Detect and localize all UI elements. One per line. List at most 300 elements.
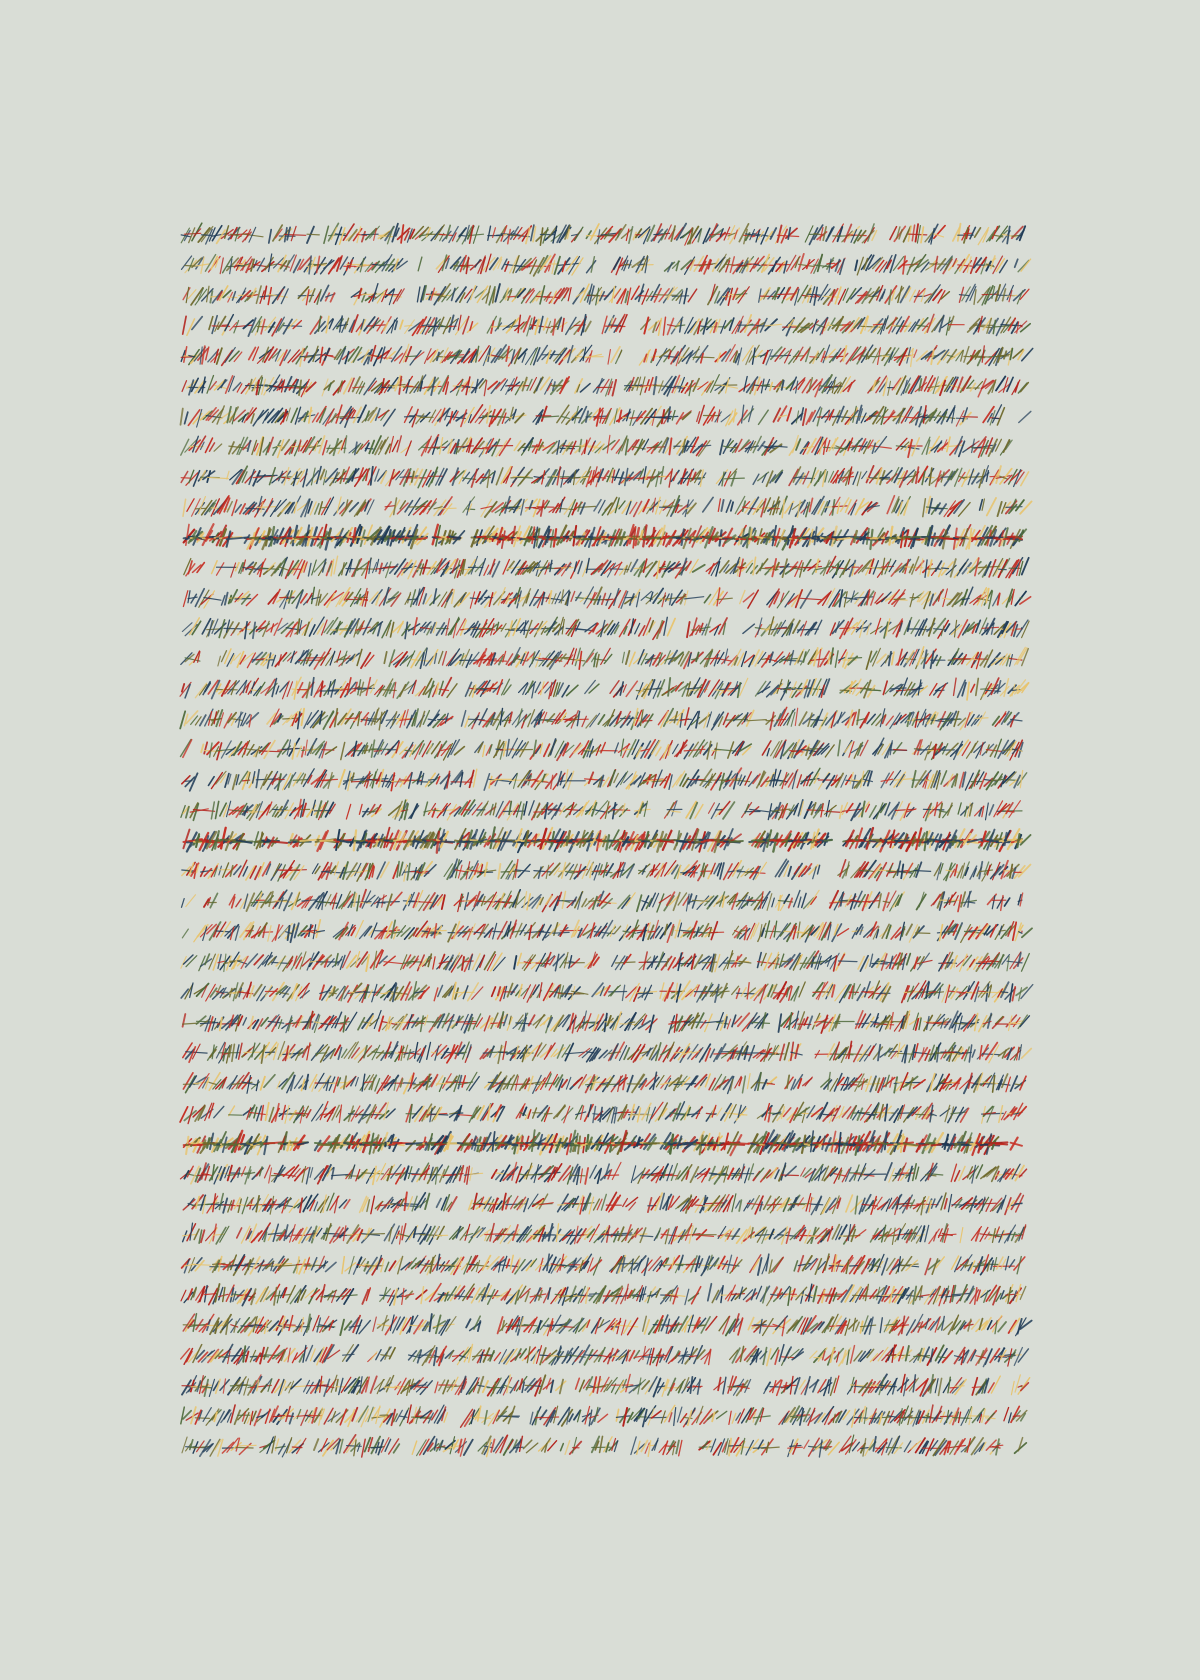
hatch-stroke — [772, 261, 776, 271]
hatch-stroke — [1021, 472, 1029, 486]
hatch-stroke — [663, 317, 665, 335]
hatch-stroke — [858, 295, 870, 296]
hatch-stroke — [568, 470, 579, 483]
hatch-row — [181, 738, 1023, 760]
hatch-stroke — [245, 622, 247, 639]
hatch-stroke — [436, 683, 439, 694]
hatch-stroke — [182, 381, 186, 392]
hatch-stroke — [530, 378, 537, 391]
hatch-stroke — [400, 476, 419, 477]
hatch-stroke — [836, 475, 838, 483]
hatch-stroke — [656, 747, 661, 756]
hatch-stroke — [434, 589, 437, 603]
hatch-stroke — [723, 713, 728, 724]
hatch-stroke — [233, 292, 236, 300]
hatch-stroke — [976, 678, 979, 695]
hatch-stroke — [552, 261, 555, 274]
hatch-stroke — [338, 681, 346, 694]
hatch-stroke — [929, 468, 931, 485]
hatch-stroke — [730, 228, 740, 243]
hatch-stroke — [778, 415, 787, 417]
hatch-row — [181, 344, 1032, 366]
hatch-stroke — [657, 621, 662, 638]
hatch-stroke — [234, 653, 241, 660]
hatch-stroke — [385, 506, 394, 507]
hatch-stroke — [292, 744, 295, 759]
hatch-stroke — [550, 560, 552, 571]
hatch-stroke — [254, 383, 256, 391]
hatch-stroke — [225, 226, 229, 238]
hatch-stroke — [810, 498, 813, 511]
hatch-stroke — [302, 747, 304, 757]
hatch-stroke — [947, 445, 963, 447]
hatch-stroke — [626, 229, 629, 240]
hatch-stroke — [495, 284, 500, 302]
hatch-stroke — [452, 590, 455, 603]
hatch-stroke — [322, 507, 329, 508]
hatch-stroke — [544, 319, 548, 330]
hatch-stroke — [496, 379, 505, 389]
hatch-stroke — [430, 650, 438, 665]
hatch-stroke — [998, 502, 1002, 516]
hatch-stroke — [524, 714, 531, 722]
hatch-stroke — [222, 350, 233, 365]
hatch-stroke — [643, 721, 652, 722]
hatch-stroke — [326, 747, 337, 754]
hatch-stroke — [412, 472, 414, 483]
hatch-stroke — [268, 658, 274, 660]
hatch-stroke — [284, 468, 289, 486]
hatch-stroke — [1021, 383, 1029, 392]
hatch-stroke — [341, 743, 345, 760]
hatch-stroke — [894, 750, 907, 751]
hatch-stroke — [214, 444, 222, 451]
hatch-stroke — [357, 265, 369, 266]
hatch-stroke — [967, 682, 969, 700]
hatch-stroke — [549, 683, 552, 699]
hatch-stroke — [733, 409, 735, 422]
hatch-stroke — [885, 656, 888, 663]
hatch-stroke — [654, 295, 676, 296]
hatch-stroke — [462, 711, 466, 726]
hatch-stroke — [505, 497, 510, 513]
hatch-stroke — [976, 620, 981, 632]
hatch-stroke — [228, 297, 237, 298]
hatch-stroke — [974, 290, 976, 305]
hatch-stroke — [495, 411, 500, 420]
hatch-stroke — [586, 715, 597, 728]
hatch-stroke — [354, 560, 360, 576]
hatch-stroke — [889, 527, 892, 545]
hatch-stroke — [591, 257, 594, 272]
hatch-stroke — [663, 506, 682, 507]
hatch-stroke — [986, 471, 988, 482]
hatch-stroke — [570, 743, 581, 757]
hatch-stroke — [192, 317, 202, 330]
hatch-stroke — [596, 745, 600, 756]
hatch-stroke — [686, 562, 691, 571]
hatch-stroke — [889, 290, 891, 304]
hatch-stroke — [586, 231, 591, 238]
hatch-stroke — [626, 681, 637, 696]
hatch-stroke — [890, 227, 897, 240]
hatch-stroke — [848, 658, 861, 659]
hatch-row — [184, 556, 1029, 579]
hatch-stroke — [550, 739, 555, 755]
hatch-stroke — [954, 678, 957, 695]
hatch-stroke — [426, 595, 432, 604]
hatch-stroke — [466, 257, 468, 273]
hatch-stroke — [962, 477, 984, 478]
hatch-stroke — [331, 414, 336, 422]
hatch-stroke — [400, 320, 403, 328]
hatch-stroke — [533, 508, 540, 509]
hatch-stroke — [511, 350, 514, 363]
hatch-stroke — [824, 296, 839, 297]
hatch-stroke — [803, 652, 806, 662]
hatch-stroke — [532, 527, 534, 543]
hatch-stroke — [923, 499, 926, 517]
hatch-stroke — [712, 712, 724, 730]
hatch-row — [180, 707, 1022, 730]
hatch-stroke — [975, 228, 981, 237]
hatch-stroke — [912, 225, 914, 241]
hatch-stroke — [276, 686, 279, 694]
hatch-stroke — [882, 356, 890, 357]
hatch-stroke — [391, 622, 394, 637]
hatch-stroke — [440, 234, 453, 235]
hatch-stroke — [189, 470, 194, 483]
hatch-row — [181, 405, 1031, 427]
hatch-stroke — [350, 503, 359, 512]
hatch-stroke — [733, 260, 743, 273]
hatch-stroke — [470, 592, 474, 608]
hatch-rows — [180, 223, 1033, 1457]
hatch-stroke — [643, 500, 649, 512]
hatch-stroke — [591, 224, 599, 240]
hatch-stroke — [719, 618, 727, 634]
hatch-stroke — [364, 378, 376, 394]
hatch-stroke — [612, 440, 620, 450]
hatch-stroke — [371, 467, 373, 485]
hatch-stroke — [384, 652, 386, 663]
hatch-stroke — [181, 409, 183, 425]
hatch-stroke — [575, 227, 583, 240]
hatch-stroke — [467, 323, 477, 332]
hatch-stroke — [656, 472, 659, 487]
hatch-stroke — [257, 507, 275, 508]
hatch-stroke — [207, 376, 214, 394]
hatch-stroke — [908, 234, 926, 235]
hatch-stroke — [795, 708, 797, 725]
hatch-stroke — [435, 225, 444, 240]
hatch-stroke — [302, 709, 305, 726]
hatch-stroke — [558, 263, 580, 265]
hatch-stroke — [668, 325, 676, 327]
hatch-stroke — [283, 715, 292, 725]
hatch-stroke — [699, 441, 710, 457]
hatch-stroke — [651, 356, 659, 357]
hatch-stroke — [272, 655, 276, 665]
hatch-stroke — [217, 563, 224, 575]
hatch-stroke — [619, 501, 625, 509]
hatch-stroke — [925, 294, 931, 296]
hatch-stroke — [866, 651, 871, 669]
hatch-stroke — [790, 651, 793, 665]
hatch-stroke — [960, 563, 966, 570]
hatch-stroke — [201, 744, 203, 752]
hatch-stroke — [185, 412, 188, 424]
hatch-stroke — [556, 508, 576, 510]
hatch-stroke — [264, 286, 266, 299]
hatch-stroke — [696, 653, 698, 662]
hatch-stroke — [306, 290, 309, 305]
hatch-stroke — [233, 623, 239, 633]
hatch-stroke — [704, 713, 709, 728]
hatch-stroke — [571, 592, 575, 602]
hatch-stroke — [209, 317, 213, 330]
hatch-stroke — [507, 740, 510, 757]
hatch-stroke — [724, 649, 727, 663]
hatch-stroke — [626, 651, 630, 664]
hatch-stroke — [515, 414, 524, 423]
hatch-stroke — [359, 289, 362, 298]
hatch-stroke — [777, 226, 781, 243]
hatch-stroke — [227, 471, 229, 479]
hatch-stroke — [235, 599, 251, 600]
hatch-stroke — [405, 622, 407, 638]
hatch-stroke — [251, 414, 254, 423]
hatch-stroke — [925, 289, 937, 303]
hatch-stroke — [888, 381, 891, 395]
hatch-row — [182, 375, 1028, 397]
hatch-stroke — [455, 747, 465, 755]
hatch-stroke — [596, 655, 599, 667]
hatch-stroke — [544, 297, 559, 298]
hatch-stroke — [900, 560, 911, 572]
hatch-stroke — [580, 384, 590, 392]
hatch-stroke — [576, 350, 582, 360]
hatch-stroke — [820, 713, 828, 729]
hatch-stroke — [284, 326, 302, 327]
hatch-stroke — [971, 383, 976, 391]
hatch-stroke — [860, 622, 864, 638]
hatch-stroke — [308, 563, 311, 576]
hatch-stroke — [512, 288, 524, 302]
hatch-stroke — [867, 529, 869, 544]
hatch-stroke — [942, 568, 949, 569]
hatch-stroke — [670, 594, 672, 605]
hatch-stroke — [623, 749, 636, 751]
hatch-stroke — [721, 500, 723, 511]
hatch-stroke — [1018, 260, 1029, 271]
hatch-stroke — [703, 497, 713, 512]
hatch-stroke — [872, 319, 883, 332]
hatch-stroke — [336, 405, 342, 423]
hatch-stroke — [910, 290, 916, 301]
hatch-stroke — [576, 592, 581, 600]
hatch-stroke — [488, 226, 491, 240]
hatch-stroke — [549, 591, 551, 603]
hatch-stroke — [1022, 558, 1029, 575]
hatch-stroke — [325, 348, 330, 360]
hatch-stroke — [674, 441, 681, 448]
hatch-stroke — [257, 258, 264, 270]
hatch-stroke — [889, 652, 891, 666]
hatch-stroke — [594, 654, 596, 667]
hatch-stroke — [205, 438, 212, 452]
hatch-stroke — [673, 744, 679, 753]
hatch-stroke — [987, 498, 996, 515]
hatch-row — [183, 587, 1030, 609]
hatch-stroke — [181, 472, 188, 483]
hatch-stroke — [598, 715, 604, 724]
hatch-stroke — [207, 477, 228, 478]
hatch-stroke — [183, 740, 192, 758]
hatch-stroke — [183, 316, 186, 334]
hatch-stroke — [743, 501, 746, 511]
hatch-stroke — [971, 684, 975, 692]
hatch-stroke — [335, 479, 350, 480]
hatch-stroke — [631, 560, 638, 572]
hatch-stroke — [299, 380, 301, 395]
hatch-stroke — [283, 748, 302, 749]
hatch-stroke — [418, 257, 422, 271]
hatch-stroke — [743, 624, 755, 633]
hatch-stroke — [532, 317, 534, 329]
hatch-stroke — [744, 377, 747, 392]
hatch-stroke — [536, 660, 544, 661]
hatch-stroke — [688, 289, 697, 302]
hatch-stroke — [561, 590, 563, 603]
hatch-stroke — [788, 228, 790, 239]
hatch-stroke — [669, 438, 671, 454]
hatch-stroke — [503, 560, 509, 575]
hatch-stroke — [257, 475, 277, 476]
hatch-stroke — [731, 502, 733, 511]
hatch-stroke — [546, 470, 556, 487]
hatch-stroke — [253, 622, 255, 638]
hatch-stroke — [181, 740, 192, 757]
hatch-stroke — [410, 416, 427, 417]
hatch-stroke — [629, 260, 632, 268]
hatch-stroke — [720, 440, 723, 454]
hatch-stroke — [191, 594, 196, 603]
hatch-stroke — [1007, 227, 1010, 244]
hatch-stroke — [732, 649, 741, 666]
hatch-stroke — [1019, 538, 1022, 539]
hatch-stroke — [1019, 411, 1031, 422]
hatch-stroke — [842, 411, 848, 422]
hatch-stroke — [449, 227, 458, 243]
hatch-stroke — [635, 623, 640, 633]
hatch-stroke — [914, 350, 917, 358]
hatch-stroke — [359, 383, 364, 394]
hatch-stroke — [183, 591, 187, 607]
hatch-stroke — [312, 560, 317, 575]
hatch-stroke — [736, 294, 747, 295]
hatch-stroke — [411, 660, 429, 662]
hatch-stroke — [474, 448, 489, 449]
hatch-stroke — [676, 261, 678, 270]
hatch-stroke — [754, 264, 760, 265]
hatch-stroke — [313, 346, 318, 361]
hatch-stroke — [853, 472, 858, 485]
hatch-stroke — [661, 467, 664, 484]
hatch-stroke — [857, 257, 863, 275]
hatch-stroke — [801, 327, 810, 328]
hatch-row — [181, 223, 1025, 245]
hatch-stroke — [611, 347, 620, 362]
hatch-stroke — [225, 593, 228, 605]
hatch-stroke — [1010, 655, 1013, 667]
hatch-stroke — [687, 622, 690, 637]
hatch-stroke — [710, 224, 717, 241]
hatch-stroke — [183, 499, 186, 516]
hatch-stroke — [443, 652, 447, 665]
hatch-stroke — [669, 351, 671, 358]
hatch-stroke — [405, 325, 412, 326]
hatch-stroke — [259, 628, 267, 629]
hatch-stroke — [234, 352, 242, 361]
hatch-stroke — [614, 289, 620, 298]
hatch-stroke — [656, 497, 661, 514]
hatch-stroke — [996, 285, 1000, 301]
hatch-stroke — [188, 290, 196, 299]
hatch-stroke — [1015, 259, 1018, 267]
hatch-stroke — [269, 230, 271, 243]
hatch-stroke — [329, 223, 339, 240]
hatch-stroke — [547, 714, 554, 722]
hatch-stroke — [601, 743, 605, 753]
hatch-stroke — [579, 652, 581, 670]
hatch-stroke — [937, 657, 941, 666]
hatch-stroke — [499, 439, 510, 456]
hatch-stroke — [218, 656, 221, 666]
hatch-stroke — [659, 566, 665, 567]
hatch-stroke — [696, 357, 714, 358]
hatch-row — [181, 647, 1029, 669]
hatch-stroke — [602, 594, 606, 605]
hatch-stroke — [323, 441, 327, 455]
hatch-stroke — [718, 499, 720, 512]
hatch-stroke — [668, 678, 670, 696]
hatch-row — [182, 254, 1031, 276]
hatch-stroke — [894, 590, 905, 607]
hatch-stroke — [759, 410, 769, 424]
hatch-stroke — [299, 440, 301, 451]
hatch-stroke — [857, 710, 859, 725]
hatch-stroke — [422, 325, 429, 326]
hatch-stroke — [771, 347, 782, 359]
hatch-stroke — [439, 681, 443, 694]
hatch-row — [182, 617, 1029, 640]
hatch-stroke — [467, 509, 475, 510]
hatch-stroke — [862, 471, 867, 478]
hatch-stroke — [855, 260, 857, 270]
hatch-stroke — [297, 746, 301, 756]
hatch-stroke — [204, 742, 207, 753]
hatch-stroke — [843, 325, 850, 326]
hatch-stroke — [765, 324, 781, 326]
hatch-stroke — [798, 285, 808, 301]
hatch-stroke — [553, 319, 555, 335]
hatch-stroke — [207, 742, 219, 754]
hatch-stroke — [745, 315, 751, 332]
hatch-stroke — [993, 418, 1000, 419]
hatch-stroke — [293, 478, 299, 479]
hatch-stroke — [659, 381, 664, 393]
